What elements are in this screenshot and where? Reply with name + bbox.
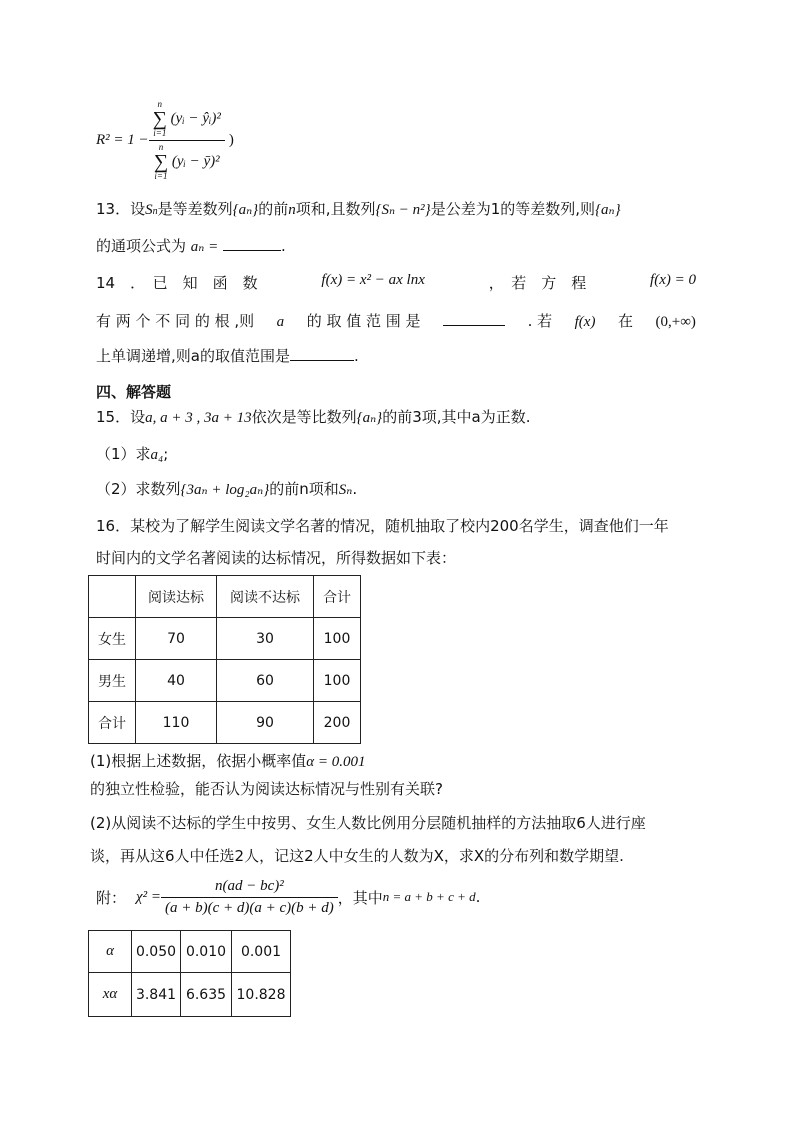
appendix-formula: 附： χ² = $\frac{\text{n(ad − bc)²}}{(a + b)(c + d)(a + c)(b + d)}$ ，其中 n = a + b + c + d .	[96, 877, 481, 916]
q16-part2-line2: 谈，再从这6人中任选2人，记这2人中女生的人数为X，求X的分布列和数学期望.	[90, 847, 624, 865]
q14-line3: 上单调递增,则a的取值范围是 .	[96, 347, 359, 365]
r2-formula	[96, 94, 234, 186]
r2-denominator: (yᵢ − ȳ)²	[171, 152, 220, 169]
survey-table	[88, 575, 361, 744]
table-cell	[89, 576, 136, 618]
answer-blank[interactable]	[223, 250, 281, 251]
table-cell: 0.001	[232, 931, 291, 973]
table-cell: 合计	[89, 702, 136, 744]
answer-blank[interactable]	[443, 325, 505, 326]
sum-symbol: n ∑ i=1	[152, 98, 167, 138]
q16-part1-line1: (1)根据上述数据，依据小概率值α = 0.001	[90, 752, 366, 770]
r2-numerator: (yᵢ − ŷᵢ)²	[170, 109, 221, 126]
q16-part2-line1: (2)从阅读不达标的学生中按男、女生人数比例用分层随机抽样的方法抽取6人进行座	[90, 814, 646, 832]
table-cell: 30	[217, 618, 314, 660]
table-cell: 6.635	[181, 973, 232, 1017]
section-heading: 四、解答题	[96, 383, 172, 401]
q13-line1: 13．设Sn是等差数列{aₙ}的前n项和,且数列{Sₙ − n²}是公差为1的等差数列,则{aₙ}	[96, 200, 621, 218]
table-cell: 0.050	[132, 931, 181, 973]
q14-line2: 有 两 个 不 同 的 根 ,则 a 的 取 值 范 围 是 . 若 f(x) 在 (0,+∞)	[96, 312, 696, 330]
table-header-row	[89, 576, 361, 618]
table-header: 阅读不达标	[217, 576, 314, 618]
r2-fraction	[149, 100, 225, 181]
q14-line1: 14 ． 已 知 函 数 f(x) = x² − ax lnx ， 若 方 程 f(x) = 0	[96, 272, 696, 292]
table-row	[89, 973, 291, 1017]
sum-symbol: n ∑ i=1	[153, 141, 169, 181]
table-cell: 0.010	[181, 931, 232, 973]
table-cell: 40	[136, 660, 217, 702]
table-cell: 90	[217, 702, 314, 744]
table-cell: 60	[217, 660, 314, 702]
table-row	[89, 618, 361, 660]
q16-line1: 16．某校为了解学生阅读文学名著的情况，随机抽取了校内200名学生，调查他们一年	[96, 517, 669, 535]
table-cell: 男生	[89, 660, 136, 702]
r2-close-paren: )	[228, 131, 234, 148]
chi-square-fraction: $\frac{\text{n(ad − bc)²}}{(a + b)(c + d)(a + c)(b + d)}$	[161, 878, 338, 917]
critical-value-table	[88, 930, 291, 1017]
table-cell: 3.841	[132, 973, 181, 1017]
table-cell: 100	[314, 660, 361, 702]
q15-line1: 15．设a, a + 3 , 3a + 13依次是等比数列{aₙ}的前3项,其中a为正数.	[96, 408, 531, 426]
r2-lhs: R² = 1 −	[96, 131, 149, 148]
q13-line2: 的通项公式为 aₙ = .	[96, 237, 286, 255]
table-header: 阅读达标	[136, 576, 217, 618]
q15-part1: （1）求a₄;	[96, 445, 169, 463]
table-header: 合计	[314, 576, 361, 618]
table-row	[89, 702, 361, 744]
table-cell: 200	[314, 702, 361, 744]
table-cell: 10.828	[232, 973, 291, 1017]
table-row	[89, 931, 291, 973]
table-cell: xα	[89, 973, 132, 1017]
table-cell: α	[89, 931, 132, 973]
table-cell: 女生	[89, 618, 136, 660]
table-cell: 70	[136, 618, 217, 660]
q15-part2: （2）求数列{3aₙ + log₂aₙ}的前n项和Sₙ.	[96, 480, 358, 498]
q16-part1-line2: 的独立性检验，能否认为阅读达标情况与性别有关联?	[90, 780, 443, 798]
answer-blank[interactable]	[290, 360, 354, 361]
q16-line2: 时间内的文学名著阅读的达标情况，所得数据如下表：	[96, 549, 457, 567]
table-row	[89, 660, 361, 702]
table-cell: 110	[136, 702, 217, 744]
table-cell: 100	[314, 618, 361, 660]
